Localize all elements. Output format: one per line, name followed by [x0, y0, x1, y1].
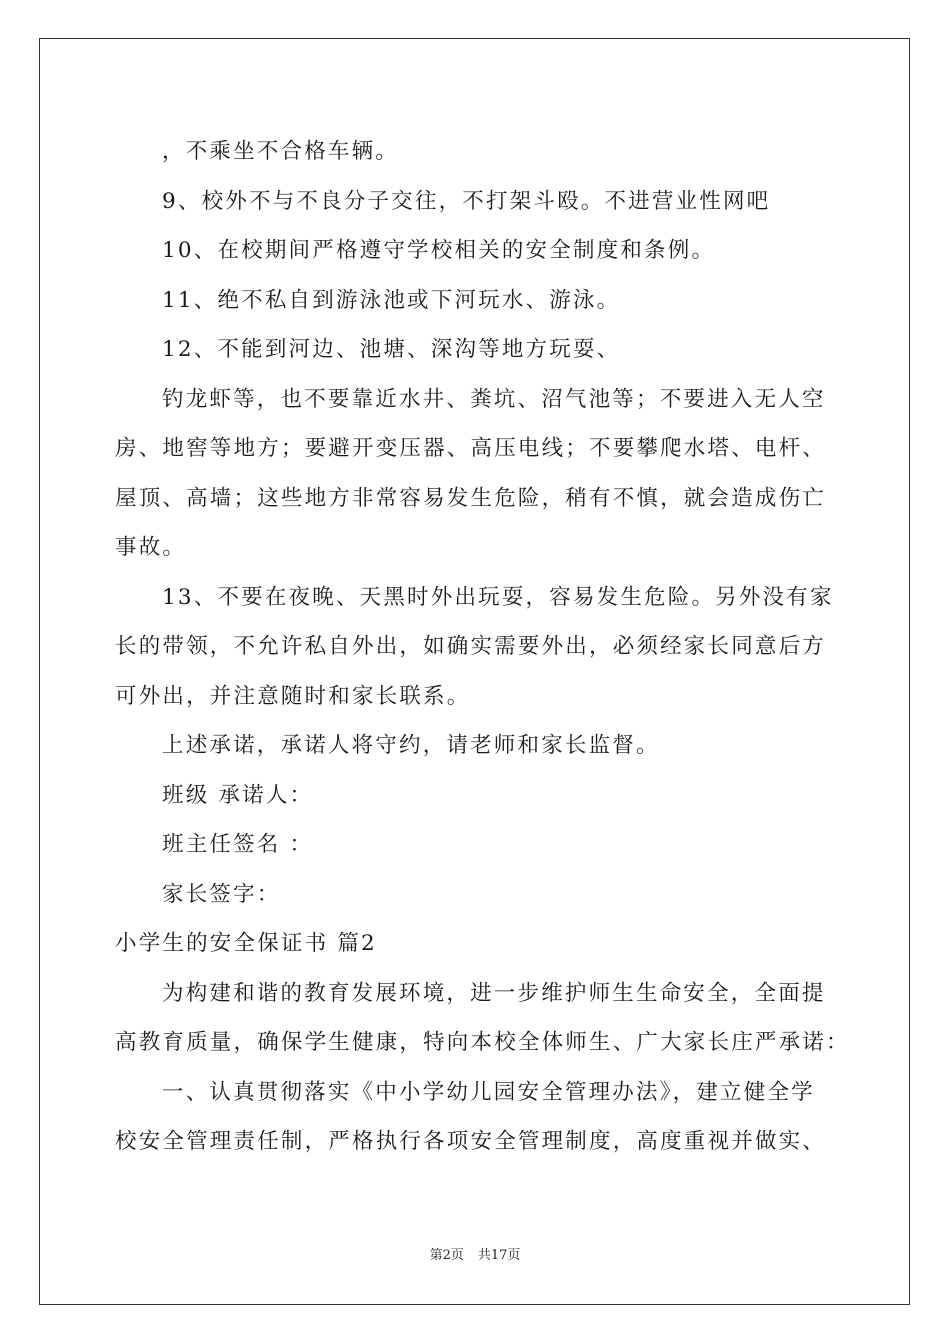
page-footer — [0, 1246, 950, 1266]
text-line: 高教育质量，确保学生健康，特向本校全体师生、广大家长庄严承诺： — [115, 1030, 850, 1055]
text-line: 校安全管理责任制，严格执行各项安全管理制度，高度重视并做实、 — [115, 1129, 827, 1154]
section-heading: 小学生的安全保证书 篇2 — [115, 931, 377, 956]
text-line: 房、地窖等地方；要避开变压器、高压电线；不要攀爬水塔、电杆、 — [115, 436, 827, 461]
text-line: 12、不能到河边、池塘、深沟等地方玩耍、 — [162, 337, 621, 362]
page-total: 共17页 — [477, 1248, 521, 1263]
text-line: 10、在校期间严格遵守学校相关的安全制度和条例。 — [162, 238, 716, 263]
text-line: 钓龙虾等，也不要靠近水井、粪坑、沼气池等；不要进入无人空 — [162, 386, 826, 412]
text-line: ，不乘坐不合格车辆。 — [162, 139, 400, 164]
text-line: 班级 承诺人： — [162, 782, 314, 808]
text-line: 事故。 — [115, 535, 187, 560]
page-number: 第2页 — [429, 1248, 464, 1263]
document-body — [115, 127, 850, 1167]
text-line: 长的带领，不允许私自外出，如确实需要外出，必须经家长同意后方 — [115, 634, 827, 659]
text-line: 班主任签名 ： — [162, 832, 314, 857]
text-line: 上述承诺，承诺人将守约，请老师和家长监督。 — [162, 733, 660, 758]
text-line: 一、认真贯彻落实《中小学幼儿园安全管理办法》，建立健全学 — [162, 1079, 815, 1105]
text-line: 为构建和谐的教育发展环境，进一步维护师生生命安全，全面提 — [162, 980, 826, 1006]
text-line: 可外出，并注意随时和家长联系。 — [115, 683, 471, 709]
text-line: 屋顶、高墙；这些地方非常容易发生危险，稍有不慎，就会造成伤亡 — [115, 485, 827, 511]
text-line: 11、绝不私自到游泳池或下河玩水、游泳。 — [162, 287, 621, 313]
text-line: 家长签字： — [162, 881, 281, 907]
text-line: 13、不要在夜晚、天黑时外出玩耍，容易发生危险。另外没有家 — [162, 584, 834, 610]
text-line: 9、校外不与不良分子交往，不打架斗殴。不进营业性网吧 — [162, 188, 771, 214]
